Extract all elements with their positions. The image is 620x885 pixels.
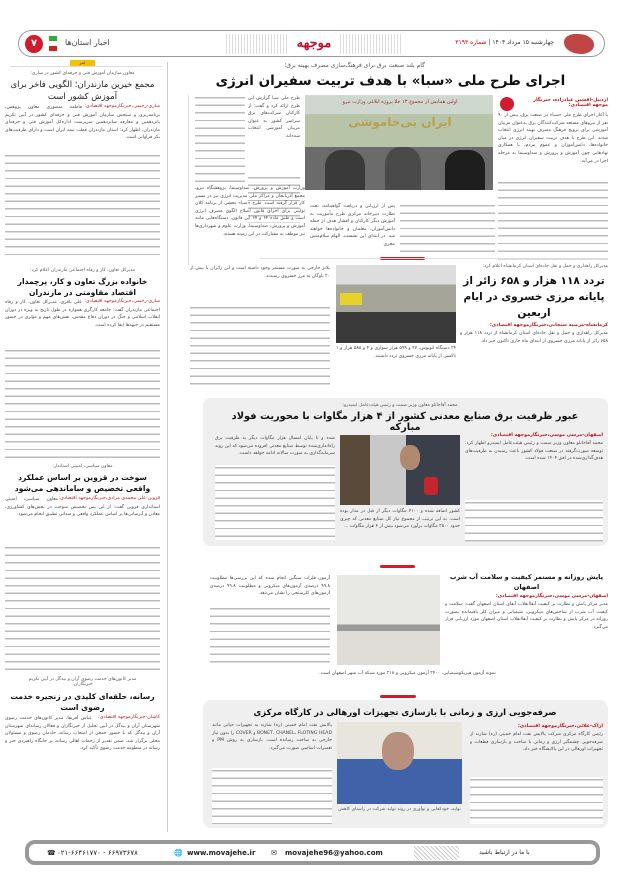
pilgrims-lead: مدیرکل راهداری و حمل و نقل جاده‌ای استان کرمانشاه از تردد ۱۱۸ هزار و ۶۵۸ زائر از پایانه مرزی خسروی از ابتدای ماه جاری تاکنون خبر داد. [460, 331, 608, 344]
photo-banner-text: اولین همایش از مجموع ۱۳ جلا پروژه ابلاغی وزارت نیرو [342, 99, 458, 105]
main-col3-top [195, 95, 245, 183]
workshop-byline: اراک-علائی،خبرنگارموجهه اقتصادی: [517, 724, 603, 729]
divider-line [260, 258, 608, 259]
left-story1-byline: ساری-رحیمی،خبرنگارموجهه اقتصادی: [84, 104, 160, 109]
main-col3: وزارت آموزش و پرورش، صداوسیما، پژوهشگاه نیرو، مجمع آذربایجان و مراکز ملی مدیریت انرژی نیز در مسیر کار قرار گرفته است. طرح «سبا» بخشی از برنامه کلان تولیتی برای اجرای قانون اصلاح الگوی مصرف انرژی است و طبق ماده ۶۴ و ۶۷ این قانون، دستگاه‌هایی مانند آموزش و پرورش، صداوسیما، وزارت علوم و شهرداری‌ها نیز موظف به مشارکت در این زمینه هستند. [195, 186, 305, 237]
steel-kicker: محمد آقاجانلو معاون وزیر صمت و رئیس هیئت‌عامل ایمیدرو: [342, 403, 458, 408]
left-story3-lead: معاون سیاسی، امنیتی استانداری قزوین گفت: از این پس تخصیص سوخت در بخش‌های کشاورزی، معادن و آبرسانی‌ها بر اساس عملکرد واقعی و میدانی تطبیق انجام می‌شود. [5, 497, 160, 518]
steel-col3: شده و تا پایان امسال هزار مگاوات دیگر به ظرفیت برق راه‌اندازی‌شده توسط صنایع معدنی افزوده می‌شود که این روند سرمایه‌گذاری به صورت سالانه ادامه خواهد داشت. [215, 436, 335, 457]
left-story1-body [5, 153, 160, 258]
pilgrims-headline: تردد ۱۱۸ هزار و ۶۵۸ زائر از پایانه مرزی خسروی در ایام اربعین [463, 275, 605, 319]
main-col4: پس از ارزیابی و دریافت گواهینامه، تحت نظارت دبیرخانه مرکزی طرح مأموریت به آموزش دیگر کارکنان و اقشار هدف از جمله دانش‌آموزان، معلمان و خانواده‌ها خواهند شد. در ابتدای این نشست، الهام سلام‌منش مجری [310, 204, 395, 247]
left-story3-body [5, 545, 160, 675]
globe-icon: 🌐 [174, 849, 183, 857]
left-story3-headline: سوخت در قزوین بر اساس عملکرد واقعی تخصیص و ساماندهی می‌شود [14, 473, 151, 493]
steel-headline: عبور ظرفیت برق صنایع معدنی کشور از ۴ هزار مگاوات با محوریت فولاد مبارکه [231, 411, 579, 433]
pilgrims-photo [336, 265, 456, 343]
iran-flag-icon [49, 36, 57, 51]
email-icon: ✉ [271, 849, 277, 857]
left-story4-lead: عباس آفریقا، مدیر کانون‌های خدمت رضوی شهرستان آران و بیدگل در آیین تجلیل از خبرنگاران و فعالان رسانه‌ای شهرستان آران و بیدگل که با حضور جمعی از اصحاب رسانه، خادمان رضوی و مسئولان محلی برگزار شد، ضمن تقدیر از زحمات اهالی رسانه، بر جایگاه راهبردی خبر و رسانه در منظومه خدمت رضوی تأکید کرد. [5, 716, 160, 752]
left-story4-byline: کاشان-خبرنگارموجهه اقتصادی: [98, 715, 160, 720]
pilgrims-body-more [190, 305, 330, 385]
left-story2-byline: ساری-رحیمی،خبرنگارموجهه اقتصادی: [84, 299, 160, 304]
main-body-text [498, 180, 608, 260]
section-title: اخبار استان‌ها [65, 38, 110, 47]
steel-byline: اصفهان-مرسی موسی،خبرنگارموجهه اقتصادی: [490, 433, 603, 438]
workshop-headline: صرفه‌جویی ارزی و زمانی با بازسازی تجهیزات اورهالی در کارگاه مرکزی [253, 708, 557, 718]
workshop-photo-caption: تولید، خودکفایی و نوآوری در روند تولید شرکت در راستای کاهش [338, 807, 461, 812]
newspaper-logo: موجهه [289, 32, 339, 56]
left-story4-kicker: مدیر کانون‌های خدمت رضوی آران و بیدگل در آیین تکریم خبرنگاران: [28, 677, 137, 687]
steel-col3-more [215, 465, 335, 540]
left-story1-headline: مجمع خیرین مازندران؛ الگویی فاخر برای آموزش کشور است [10, 80, 155, 102]
iran-map-icon [564, 34, 594, 54]
main-col5 [400, 203, 495, 255]
left-story2-body [5, 348, 160, 458]
page-header [18, 30, 605, 57]
section-divider [380, 695, 416, 698]
page-footer [25, 840, 600, 865]
footer-website[interactable]: www.movajehe.ir [187, 849, 256, 857]
left-story2-lead: علی باقری، مدیرکل تعاون، کار و رفاه اجتماعی مازندران گفت: جامعه کارگری همواره در طول تاریخ به ویژه در دوران انقلاب اسلامی و جنگ در دوران دفاع مقدس، نقش‌های مهم و مؤثری در حضور مستقیم در جبهه‌ها ایفا کرده است. [5, 300, 160, 328]
main-headline: اجرای طرح ملی «سبا» با هدف تربیت سفیران انرژی [215, 73, 566, 89]
left-story2-kicker: مدیرکل تعاون، کار و رفاه اجتماعی مازندران اعلام کرد: [30, 268, 135, 273]
left-story4-headline: رسانه، حلقه‌ای کلیدی در زنجیره خدمت رضوی است [10, 692, 155, 712]
water-lead: مدیر مرکز پایش و نظارت بر کیفیت آبفا‌انقلاب آبفای استان اصفهان گفت: سلامت و کیفیت آب شرب از شاخص‌های میکروبی، شیمیایی و میزان کلر باقیمانده بصورت روزانه در مرکز پایش و نظارت بر کیفیت آبفا‌انقلاب استان اصفهان مورد ارزیابی قرار می‌گیرد. [445, 602, 608, 630]
phone-icon: ☎ [47, 849, 56, 857]
left-story3-byline: قزوین-علی محمدی مرادی،خبرنگارموجهه اقتصادی: [58, 496, 160, 501]
column-separator [167, 62, 168, 832]
pilgrims-body: بلانژ خارجی به صورت مستمر وجود داشته است و این زائران با بیش از ۲۰ ناوگان به مرز خسروی رسیدند. [190, 266, 330, 279]
water-col2: آزمون فلزات سنگین انجام شده که این بررسی‌ها مطلوبیت ۹۹.۸ درصدی آزمون‌های میکروبی و مطلوبیت ۹۹.۸ درصدی آزمون‌های کلرسنجی را نشان می‌دهد. [210, 576, 330, 597]
workshop-col2: پالایش نفت امام خمینی (ره) شازند به تجهیزات حیاتی مانند BONET، CHANEL، FLOTING HEAD و COVER را بدون نیاز خارجی به ساخت رسانده است. بازسازی به روش PM و تعمیرات اساسی صورت می‌گیرد. [212, 723, 332, 751]
lab-photo [337, 575, 440, 665]
main-photo [305, 95, 493, 190]
tag-rule [10, 66, 162, 67]
column-rule [188, 95, 189, 265]
pilgrims-kicker: مدیرکل راهداری و حمل و نقل جاده‌ای استان کرمانشاه اعلام کرد: [482, 264, 608, 269]
pilgrims-byline: کرمانشاه-مرضیه سنجابی،خبرنگارموجهه اقتصادی: [489, 323, 608, 328]
main-byline: اردبیل-افشین عبادزاده، خبرنگار موجهه اقتصادی: [533, 98, 608, 108]
footer-slogan: با ما در ارتباط باشید [479, 849, 530, 856]
workshop-col2-more [212, 768, 332, 824]
steel-col2: کشور اضافه شده و ۴۱۰۰ مگاوات دیگر از قبل در مدار بوده است. به این ترتیب از مجموع نیاز کل صنایع معدنی که چیزی حدود ۲۵۰۰ مگاوات برآورد می‌شود بیش از ۴ هزار مگاوات ... [340, 509, 460, 530]
footer-email[interactable]: movajehe96@yahoo.com [285, 849, 383, 857]
water-byline: اصفهان-مرسی موسی،خبرنگارموجهه اقتصادی: [495, 594, 608, 599]
photo-slogan: ایران بی‌خاموشی [348, 115, 452, 129]
water-footer-text: نمونه آزمون فیزیکوشیمیایی، ۲۴۰۰ آزمون میکروبی و ۲۱۸ مورد شبکه آب شهر اصفهان است. [319, 671, 496, 676]
story-bullet-icon [500, 97, 514, 111]
section-divider [380, 565, 415, 568]
left-story2-headline: خانواده بزرگ تعاون و کار، پرچمدار اقتصاد مقاومتی در مازندران [17, 277, 148, 297]
footer-phone: ۰۲۱-۶۶۴۶۱۷۷۰ - ۶۶۹۷۳۶۷۸ [57, 849, 138, 857]
pilgrims-stats: ۲۴ دستگاه اتوبوس، ۴۷ و ۵۹۹ هزار سواری و ۴ و ۵۸۸ هزار و ۱ تاکسی از پایانه مرزی خسروی تردد داشتند. [336, 346, 456, 359]
main-col2: طرح ملی سبا گزارش این طرح ارائه کرد و گفت: از کارکنان شرکت‌های برق سراسر کشور به عنوان مربیان آموزشی انتخاب شده‌اند. [248, 96, 300, 139]
news-tag: خبر [70, 60, 95, 66]
footer-pattern [414, 846, 459, 860]
workshop-photo [337, 722, 462, 804]
issue-date: چهارشنبه ۱۵ مرداد ۱۴۰۴ | شماره ۳۱۹۳ [455, 39, 554, 46]
steel-photo [340, 435, 460, 505]
page-number: ۷ [25, 35, 43, 53]
workshop-lead-more [470, 777, 603, 824]
left-story1-lead: فاطمه منصوری معاون پژوهش، برنامه‌ریزی و سنجش سازمان آموزش فنی و حرفه‌ای کشور در آیین تکریم پانزدهمین و معارفه شانزدهمین سرپرست اداره‌کل آموزش فنی و حرفه‌ای مازندران، اظهار کرد: استان مازندران قطب نیمه ایران است و دارای ظرفیت‌های بکر فراوانی است. [5, 105, 160, 141]
water-col2-more [210, 606, 330, 668]
steel-lead-more [465, 500, 603, 542]
steel-lead: محمد آقاجانلو معاون وزیر صمت و رئیس هیئت‌عامل ایمیدرو اظهار کرد: توسعه صورت‌گرفته در صنعت فولاد کشور باعث رسیدن به ظرفیت‌های هدف‌گذاری‌شده در افق ۱۴۰۴ شده است. [465, 441, 603, 462]
water-headline: پایش روزانه و مستمر کیفیت و سلامت آب شرب اصفهان [449, 573, 604, 591]
left-story3-kicker: معاون سیاسی، امنیتی استاندار: [52, 464, 113, 469]
left-story1-kicker: معاون سازمان آموزش فنی و حرفه‌ای کشور در ساری: [30, 71, 135, 76]
main-kicker: گام بلند صنعت برق برای فرهنگ‌سازی مصرف بهینه برق؛ [284, 62, 425, 69]
main-lead: با آغاز اجرای طرح ملی «سبا» در صنعت برق، بیش از ۹۰ نفر از نیروهای مستعد شرکت‌کنندگان برق به‌عنوان مربیان آموزشی برای ترویج فرهنگ مصرف بهینه انرژی انتخاب شدند. این طرح با هدف تربیت سفیران انرژی در میان خانواده‌ها، دانش‌آموزان و عموم مردم، با همکاری نهادهایی چون آموزش و پرورش و صداوسیما به مرحله اجرا در می‌آید. [498, 113, 608, 164]
workshop-lead: رئیس کارگاه مرکزی شرکت پالایش نفت امام خمینی (ره) شازند از صرفه‌جویی چشمگیر ارزی و زمانی با ساخت و بازسازی قطعات و تجهیزات اورهالی در این پالایشگاه خبر داد. [470, 732, 603, 753]
